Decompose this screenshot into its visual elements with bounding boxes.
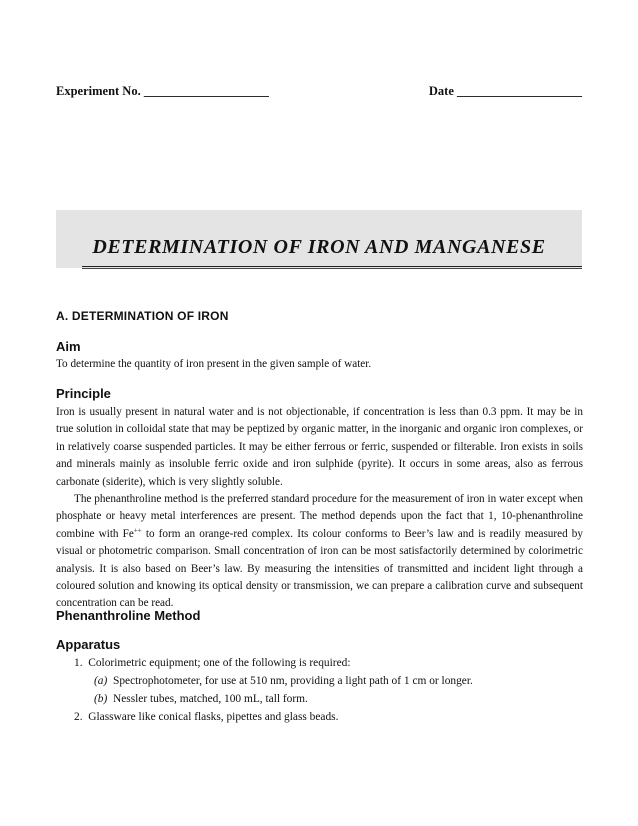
list-subitem (94, 691, 308, 708)
principle-paragraph-2-part-1: The phenanthroline method is the preferred standard procedure for the measurement of iron in water except when phosphate or heavy metal interferences are present. The method depends upon the fact that 1, 10-phenanthroline combine with Fe (56, 493, 583, 540)
method-heading: Phenanthroline Method (56, 608, 201, 623)
date-field: Date ____________________ (428, 84, 582, 98)
title-underline (82, 266, 582, 267)
principle-paragraph-2 (56, 491, 583, 613)
list-subitem (94, 673, 473, 690)
list-subitem-text: Spectrophotometer, for use at 510 nm, providing a light path of 1 cm or longer. (113, 675, 473, 687)
list-item (74, 655, 351, 672)
apparatus-heading: Apparatus (56, 637, 121, 652)
list-subitem-label: (b) (94, 693, 108, 705)
principle-heading: Principle (56, 386, 111, 401)
aim-text (56, 356, 583, 373)
list-item-number: 1. (74, 657, 83, 669)
list-item (74, 709, 338, 726)
title-underline-secondary (82, 268, 582, 269)
page-title: DETERMINATION OF IRON AND MANGANESE (92, 236, 546, 258)
aim-paragraph: To determine the quantity of iron present in the given sample of water. (56, 358, 372, 370)
principle-paragraph-2-part-2: to form an orange-red complex. Its colour conforms to Beer’s law and is readily measured by visual or photometric comparison. Small concentration of iron can be most satisfactorily determined by colorimetric analysis. It is also based on Beer’s law. By measuring the intensities of transmitted and incident light through a coloured solution and knowing its optical density or transmission, we can prepare a calibration curve and subsequent concentration can be read. (56, 527, 583, 610)
experiment-number-field: Experiment No. ____________________ (56, 84, 269, 98)
list-subitem-text: Nessler tubes, matched, 100 mL, tall form. (113, 693, 308, 705)
principle-text (56, 404, 583, 613)
ferrous-charge-superscript: ++ (133, 526, 142, 535)
list-subitem-label: (a) (94, 675, 108, 687)
list-item-text: Colorimetric equipment; one of the following is required: (88, 657, 351, 669)
principle-paragraph-1: Iron is usually present in natural water and is not objectionable, if concentration is less than 0.3 ppm. It may be in true solution in colloidal state that may be peptized by organic matter, in the inorganic and organic iron complexes, or in relatively coarse suspended particles. It may be either ferrous or ferric, suspended or filterable. Iron exists in soils and minerals mainly as insoluble ferric oxide and iron sulphide (pyrite). It occurs in some areas, also as ferrous carbonate (siderite), which is very slightly soluble. (56, 406, 583, 488)
list-item-number: 2. (74, 711, 83, 723)
list-item-text: Glassware like conical flasks, pipettes and glass beads. (88, 711, 339, 723)
aim-heading: Aim (56, 339, 81, 354)
section-heading-a: A. DETERMINATION OF IRON (56, 309, 229, 323)
